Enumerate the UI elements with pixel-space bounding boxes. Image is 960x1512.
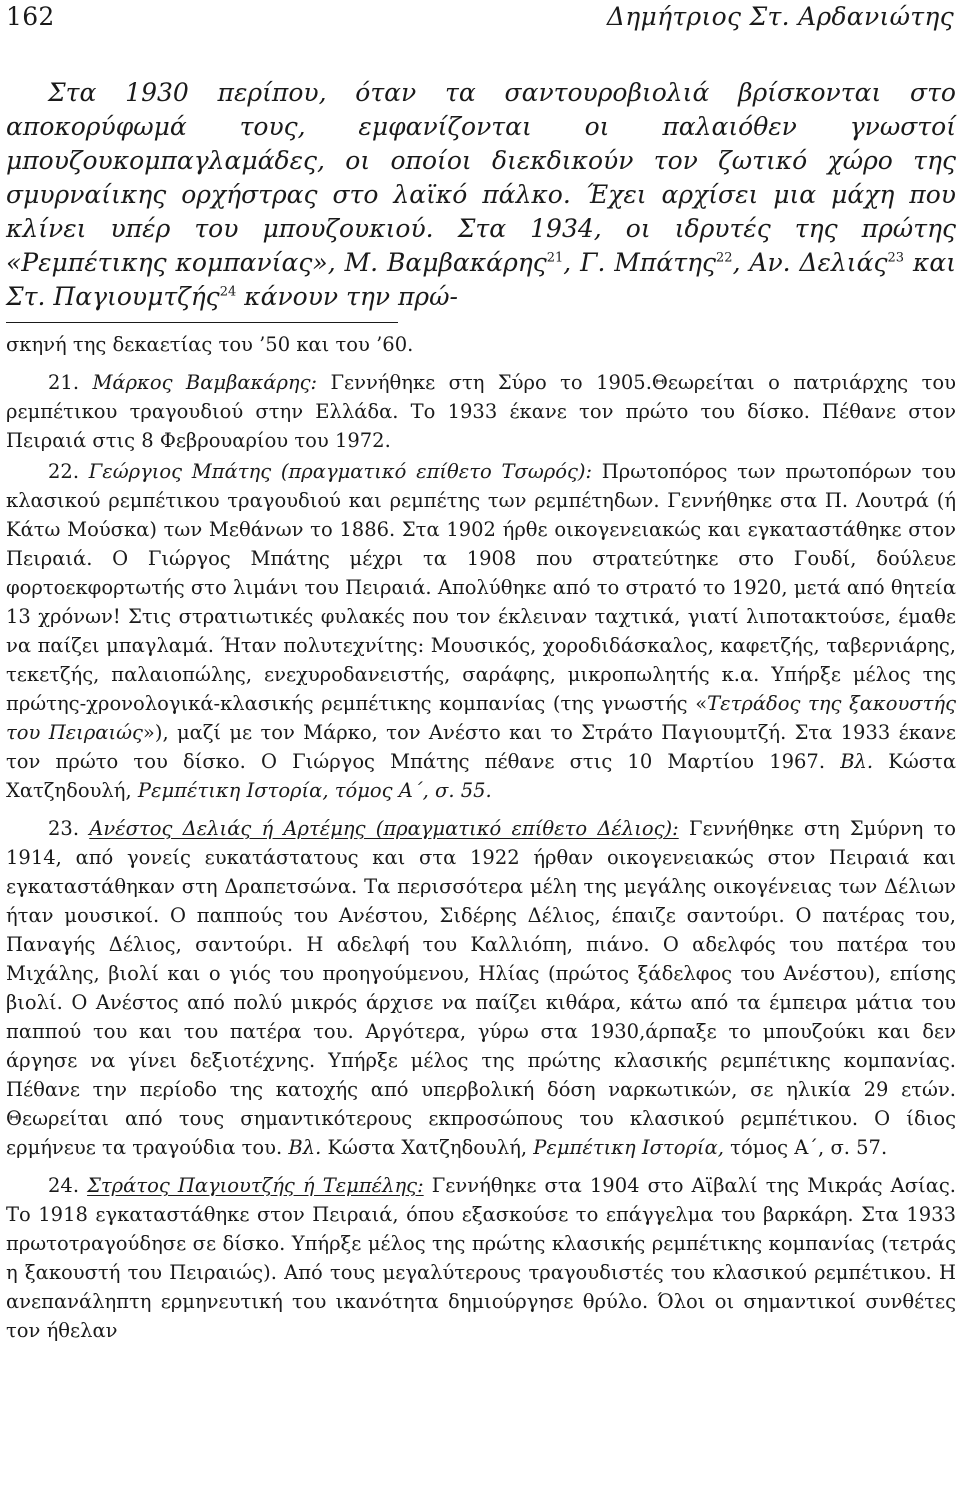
footnote-number: 23. — [48, 817, 90, 840]
main-text-part: , Αν. Δελιάς — [732, 248, 888, 277]
running-title: Δημήτριος Στ. Αρδανιώτης — [606, 2, 954, 31]
footnote-text: Γεννήθηκε στη Σύρο το 1905.Θεωρείται ο πατριάρχης του ρεμπέτικου τραγουδιού στην Ελλάδα. Το 1933 έκανε τον πρώτο του δίσκο. Πέθανε στον Πειραιά στις 8 Φεβρουαρίου του 1972. — [6, 371, 956, 452]
footnote-text: Γεννήθηκε στα 1904 στο Αϊβαλί της Μικράς Ασίας. Το 1918 εγκαταστάθηκε στον Πειραιά, όπου εξασκούσε το επάγγελμα του βαρκάρη. Στα 1933 πρωτοτραγούδησε σε δίσκο. Υπήρξε μέλος της πρώτης κλασικής ρεμπέτικης κομπανίας (τετράς η ξακουστή του Πειραιώς). Από τους μεγαλύτερους τραγουδιστές του κλασικού ρεμπέτικου. Η ανεπανάληπτη ερμηνευτική του ικανότητα δημιούργησε θρύλο. Όλοι οι σημαντικοί συνθέτες τον ήθελαν — [6, 1174, 956, 1342]
footnotes — [6, 330, 956, 1354]
footnote-ref-21: 21 — [546, 250, 564, 266]
footnote-text: Πρωτοπόρος των πρωτοπόρων του κλασικού ρεμπέτικου τραγουδιού και ρεμπέτης των ρεμπέτηδων. Γεννήθηκε στα Π. Λουτρά (ή Κάτω Μούσκα) των Μεθάνων το 1886. Στα 1902 ήρθε οικογενειακώς και εγκαταστάθηκε στον Πειραιά. Ο Γιώργος Μπάτης μέχρι τα 1908 που στρατεύτηκε στο Γουδί, δούλευε φορτοεκφορτωτής στο λιμάνι του Πειραιά. Απολύθηκε από το στρατό το 1920, μετά από θητεία 13 χρόνων! Στις στρατιωτικές φυλακές που τον έκλειναν ταχτικά, γιατί λιποτακτούσε, έμαθε να παίζει μπαγλαμά. Ήταν πολυτεχνίτης: Μουσικός, χοροδιδάσκαλος, καφετζής, ταβερνιάρης, τεκετζής, παλαιοπώλης, ενεχυροδανειστής, σαράφης, μικροπωλητής κ.α. Υπήρξε μέλος της πρώτης-χρονολογικά-κλασικής ρεμπέτικης κομπανίας (της γνωστής « — [6, 460, 956, 715]
footnote-text: Κώστα Χατζηδουλή, — [321, 1136, 534, 1159]
footnote-number: 24. — [48, 1174, 88, 1197]
footnote-ref-24: 24 — [219, 284, 237, 300]
footnote-24 — [6, 1171, 956, 1345]
footnote-text: »), μαζί με τον Μάρκο, τον Ανέστο και το Στράτο Παγιουμτζή. Στα 1933 έκανε τον πρώτο του δίσκο. Ο Γιώργος Μπάτης πέθανε στις 10 Μαρτίου 1967. — [6, 721, 957, 773]
footnote-carryover: σκηνή της δεκαετίας του ’50 και του ’60. — [6, 333, 414, 356]
footnote-21 — [6, 368, 956, 455]
footnote-name: Γεώργιος Μπάτης (πραγματικό επίθετο Τσωρός): — [88, 460, 593, 483]
footnote-ref-23: 23 — [887, 250, 905, 266]
main-paragraph — [6, 76, 956, 314]
footnote-number: 22. — [48, 460, 89, 483]
footnote-citation: Ρεμπέτικη Ιστορία, τόμος Α΄, σ. 55. — [137, 779, 492, 802]
main-text-part: Στα 1930 περίπου, όταν τα σαντουροβιολιά βρίσκονται στο αποκορύφωμά τους, εμφανίζονται οι παλαιόθεν γνωστοί μπουζουκομπαγλαμάδες, οι οποίοι διεκδικούν τον ζωτικό χώρο της σμυρναίικης ορχήστρας στο λαϊκό πάλκο. Έχει αρχίσει μια μάχη που κλίνει υπέρ του μπουζουκιού. Στα 1934, οι ιδρυτές της πρώτης «Ρεμπέτικης κομπανίας», Μ. Βαμβακάρης — [6, 78, 956, 277]
footnote-text: Κώστα Χατζηδουλή, — [6, 750, 956, 802]
footnote-22 — [6, 457, 956, 805]
main-text — [6, 76, 956, 314]
footnote-title: Τετράδος της ξακουστής του Πειραιώς — [6, 692, 956, 744]
page-number: 162 — [6, 2, 55, 31]
footnote-name: Ανέστος Δελιάς ή Αρτέμης (πραγματικό επίθετο Δέλιος): — [89, 817, 679, 840]
footnote-text: τόμος Α΄, σ. 57. — [723, 1136, 888, 1159]
footnote-text: Γεννήθηκε στη Σμύρνη το 1914, από γονείς ευκατάστατους και στα 1922 ήρθαν οικογενειακώς στον Πειραιά και εγκαταστάθηκαν στη Δραπετσώνα. Τα περισσότερα μέλη της μεγάλης οικογένειας των Δέλιων ήταν μουσικοί. Ο παππούς του Ανέστου, Σιδέρης Δέλιος, έπαιζε σαντούρι. Ο πατέρας του, Παναγής Δέλιος, σαντούρι. Η αδελφή του Καλλιόπη, πιάνο. Ο αδελφός του πατέρα του Μιχάλης, βιολί και ο γιός του προηγούμενου, Ηλίας (πρώτος ξάδελφος του Ανέστου), επίσης βιολί. Ο Ανέστος από πολύ μικρός άρχισε να παίζει κιθάρα, κάτω από τα έμπειρα μάτια του παππού του και του πατέρα του. Αργότερα, γύρω στα 1930,άρπαξε το μπουζούκι και δεν άργησε να γίνει δεξιοτέχνης. Υπήρξε μέλος της πρώτης κλασικής ρεμπέτικης κομπανίας. Πέθανε την περίοδο της κατοχής από υπερβολική δόση ναρκωτικών, σε ηλικία 29 ετών. Θεωρείται από τους σημαντικότερους εκπροσώπους του κλασικού ρεμπέτικου. Ο ίδιος ερμήνευε τα τραγούδια του. — [6, 817, 957, 1159]
footnote-23 — [6, 814, 956, 1162]
footnote-ref-marker: Βλ. — [288, 1136, 322, 1159]
footnote-separator — [6, 322, 398, 323]
footnote-name: Μάρκος Βαμβακάρης: — [92, 371, 318, 394]
main-text-part: κάνουν την πρώ- — [236, 282, 458, 311]
footnote-citation: Ρεμπέτικη Ιστορία, — [533, 1136, 724, 1159]
main-text-part: , Γ. Μπάτης — [563, 248, 717, 277]
footnote-ref-marker: Βλ. — [840, 750, 874, 773]
footnote-ref-22: 22 — [716, 250, 733, 266]
footnote-name: Στράτος Παγιουτζής ή Τεμπέλης: — [87, 1174, 424, 1197]
main-text-part: και Στ. Παγιουμτζής — [6, 248, 957, 311]
running-head — [6, 2, 954, 38]
footnote-number: 21. — [48, 371, 93, 394]
